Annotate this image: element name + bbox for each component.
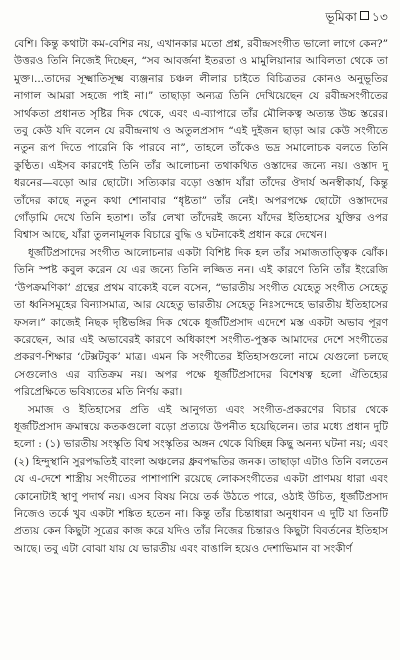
page-number: ১৩ <box>372 10 388 24</box>
paragraph-sociological-approach: ধূর্জটিপ্রসাদের সংগীত আলোচনার একটা বিশিষ্ট দিক হল তাঁর সমাজতাত্ত্বিক ঝোঁক। তিনি স্পষ্ট কবুল করেন যে এর জন্যে তিনি লজ্জিত নন। এই কারণে তিনি তাঁর ইংরেজি ‘উপক্রমণিকা’ গ্রন্থের প্রথম বাক্যেই বলে বসেন, “ভারতীয় সংগীত যেহেতু সংগীত সেহেতু তা ধ্বনিসমূহের বিন্যাসমাত্র, আর যেহেতু ভারতীয় সেহেতু নিঃসন্দেহে ভারতীয় ইতিহাসের ফসল।” কাজেই নিছক দৃষ্টিভঙ্গির দিক থেকে ধূর্জটিপ্রসাদ এদেশে মস্ত একটা অভাব পূরণ করেছেন, আর এই অভাবেরই কারণে অধিকাংশ সংগীত-পুস্তক আমাদের দেশে সংগীতের প্রকরণ-শিক্ষার ‘টেক্সটবুক’ মাত্র। এমন কি সংগীতের ইতিহাসগুলো নামে যেগুলো চলছে সেগুলোও এর ব্যতিক্রম নয়। অপর পক্ষে ধূর্জটিপ্রসাদের বিশেষত্ব হলো ঐতিহ্যের পরিপ্রেক্ষিতে ভবিষ্যতের মতি নির্ণয় করা। <box>14 246 388 399</box>
section-title: ভূমিকা <box>325 10 357 24</box>
body-text <box>14 36 388 558</box>
running-header <box>325 9 388 29</box>
paragraph-core-convictions: সমাজ ও ইতিহাসের প্রতি এই আনুগত্য এবং সংগীত-প্রকরণের বিচার থেকে ধূর্জটিপ্রসাদ ক্রমান্বয়ে কতকগুলো বড়ো প্রত্যয়ে উপনীত হয়েছিলেন। তার মধ্যে প্রধান দুটি হলো : (১) ভারতীয় সংস্কৃতি বিশ্ব সংস্কৃতির অঙ্গন থেকে বিচ্ছিন্ন কিছু অনন্য ঘটনা নয়; এবং (২) হিন্দুস্থানি সুরপদ্ধতিই বাংলা অঞ্চলের ধ্রুবপদ্ধতির জনক। তাছাড়া এটাও তিনি বলতেন যে এ-দেশে শাস্ত্রীয় সংগীতের পাশাপাশি রয়েছে লোকসংগীতের একটা প্রাণময় ধারা এবং কোনোটাই স্থাণু পদার্থ নয়। এসব বিষয় নিয়ে তর্ক উঠতে পারে, ওঠাই উচিত, ধূর্জটিপ্রসাদ নিজেও তর্কে খুব একটা শঙ্কিত হতেন না। কিন্তু তাঁর চিন্তাধারা অনুধাবন এ দুটি যা তিনটি প্রত্যয় কেন কিছুটা সূত্রের কাজ করে যদিও তাঁর নিজের চিন্তারও কিছুটা বিবর্তনের ইতিহাস আছে। তবু এটা বোঝা যায় যে ভারতীয় এবং বাঙালি হয়েও দেশাভিমান বা সংকীর্ণ <box>14 403 388 555</box>
square-ornament-icon <box>360 11 369 20</box>
paragraph-continuation: বেশি। কিন্তু কথাটা কম-বেশির নয়, এখানকার মতো প্রশ্ন, রবীন্দ্রসংগীত ভালো লাগে কেন?” উত্তরও তিনি নিজেই দিচ্ছেন, “সব আবর্জনা ইতরতা ও মামুলিয়ানার আবিলতা থেকে তা মুক্ত।...তাদের সূক্ষ্মাতিসূক্ষ্ম ব্যঞ্জনার চঞ্চল লীলার চাইতে বিচিত্রতর কোনও অনুভূতির নাগাল আমরা সহজে পাই না।” তাছাড়া অন্যত্র তিনি দেখিয়েছেন যে রবীন্দ্রসংগীতের সার্থকতা প্রধানত সৃষ্টির দিক থেকে, এবং এ-ব্যাপারে তাঁর মৌলিকত্ব অত্যন্ত উচ্চ স্তরের। তবু কেউ যদি বলেন যে রবীন্দ্রনাথ ও অতুলপ্রসাদ “এই দুইজন ছাড়া আর কেউ সংগীতে নতুন রূপ দিতে পারেনি কি পারবে না”, তাহলে তাঁকেও ভদ্র সমালোচক বলতে তিনি কুণ্ঠিত। এইসব কারণেই তিনি তাঁর আলোচনা তথাকথিত ওস্তাদের জন্যে নয়। ওস্তাদ দু ধরনের—বড়ো আর ছোটো। সত্যিকার বড়ো ওস্তাদ যাঁরা তাঁদের ঔদার্য অনস্বীকার্য, কিন্তু তাঁদের কাছে নতুন কথা শোনাবার “ধৃষ্টতা” তাঁর নেই। অপরপক্ষে ছোটো ওস্তাদদের গোঁড়ামি দেখে তিনি হতাশ। তাঁর লেখা তাঁদেরই জন্যে যাঁদের ইতিহাসের যুক্তির ওপর বিশ্বাস আছে, যাঁরা তুলনামূলক বিচারে বুদ্ধি ও ঘটনাকেই প্রধান করে দেখেন। <box>14 38 388 242</box>
